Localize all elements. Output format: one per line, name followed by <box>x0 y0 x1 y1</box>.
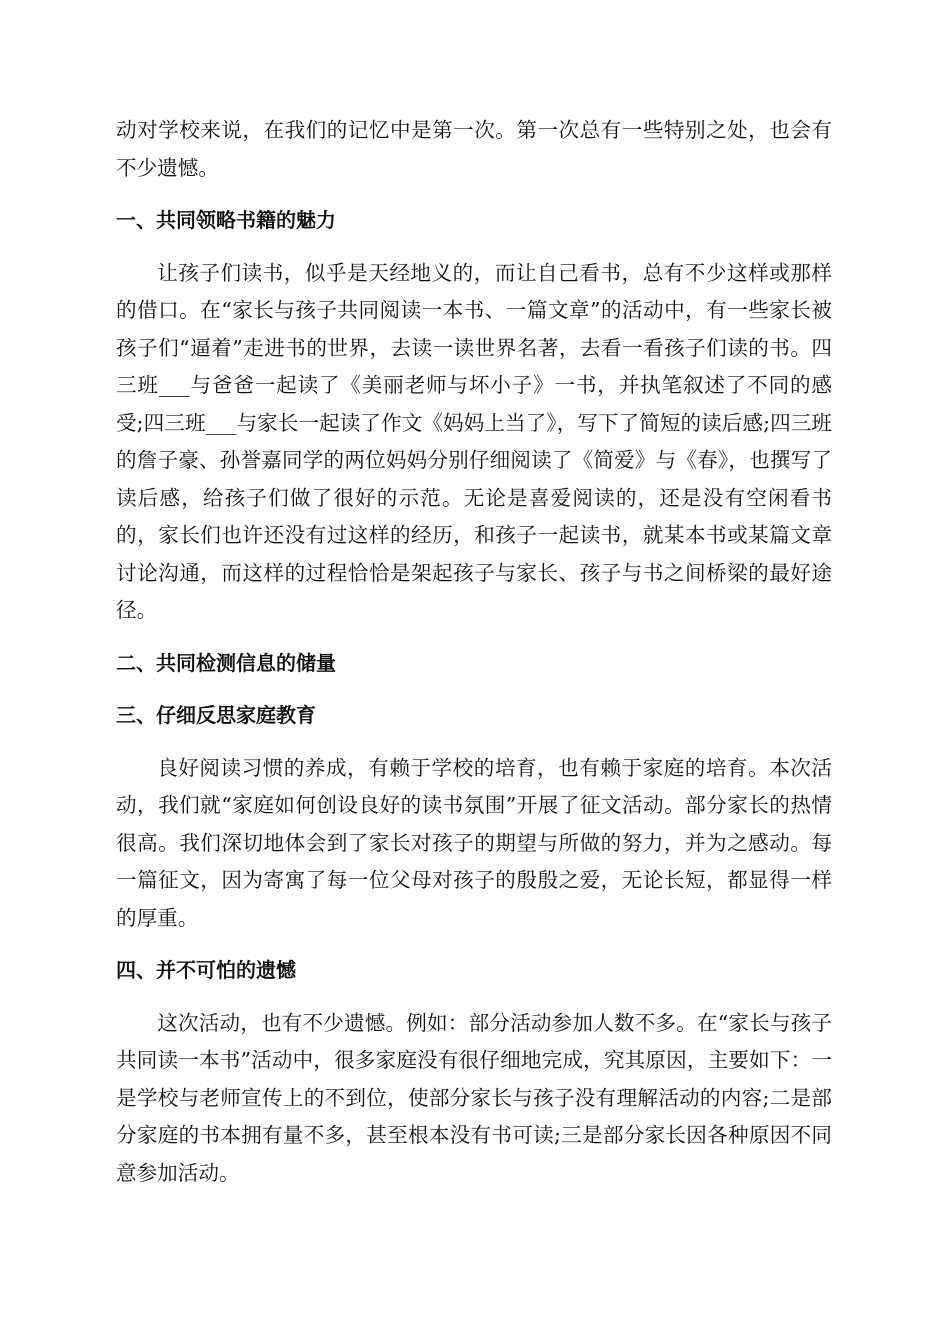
section2-heading: 二、共同检测信息的储量 <box>116 650 336 675</box>
intro-paragraph: 动对学校来说，在我们的记忆中是第一次。第一次总有一些特别之处，也会有不少遗憾。 <box>116 118 832 180</box>
section1-heading: 一、共同领略书籍的魅力 <box>116 208 336 232</box>
section3-paragraph: 良好阅读习惯的养成，有赖于学校的培育，也有赖于家庭的培育。本次活动，我们就“家庭如何创设良好的读书氛围”开展了征文活动。部分家长的热情很高。我们深切地体会到了家长对孩子的期望与所做的努力，并为之感动。每一篇征文，因为寄寓了每一位父母对孩子的殷殷之爱，无论长短，都显得一样的厚重。 <box>116 755 832 930</box>
section1-paragraph: 让孩子们读书，似乎是天经地义的，而让自己看书，总有不少这样或那样的借口。在“家长与孩子共同阅读一本书、一篇文章”的活动中，有一些家长被孩子们“逼着”走进书的世界，去读一读世界名著，去看一看孩子们读的书。四三班___与爸爸一起读了《美丽老师与坏小子》一书，并执笔叙述了不同的感受;四三班___与家长一起读了作文《妈妈上当了》，写下了简短的读后感;四三班的詹子豪、孙誉嘉同学的两位妈妈分别仔细阅读了《简爱》与《春》，也撰写了读后感，给孩子们做了很好的示范。无论是喜爱阅读的，还是没有空闲看书的，家长们也许还没有过这样的经历，和孩子一起读书，就某本书或某篇文章讨论沟通，而这样的过程恰恰是架起孩子与家长、孩子与书之间桥梁的最好途径。 <box>116 260 832 622</box>
section4-heading: 四、并不可怕的遗憾 <box>116 958 296 982</box>
document-page <box>116 112 832 1192</box>
section4-paragraph: 这次活动，也有不少遗憾。例如：部分活动参加人数不多。在“家长与孩子共同读一本书”活动中，很多家庭没有很仔细地完成，究其原因，主要如下：一是学校与老师宣传上的不到位，使部分家长与孩子没有理解活动的内容;二是部分家庭的书本拥有量不多，甚至根本没有书可读;三是部分家长因各种原因不同意参加活动。 <box>116 1010 832 1185</box>
section3-heading: 三、仔细反思家庭教育 <box>116 703 316 727</box>
